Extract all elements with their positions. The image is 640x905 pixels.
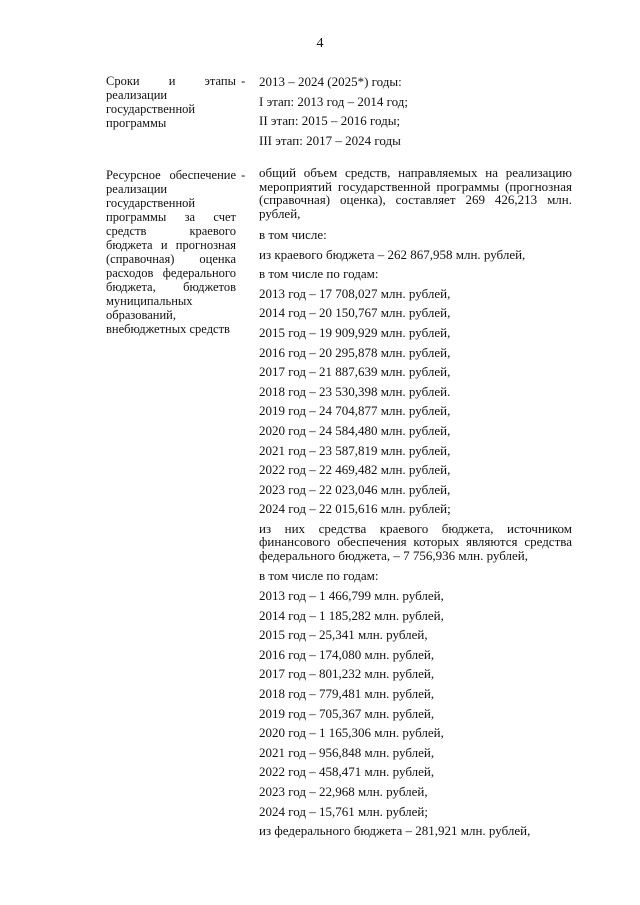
stage-line: I этап: 2013 год – 2014 год;	[259, 93, 409, 109]
regional-year-line: 2022 год – 22 469,482 млн. рублей,	[259, 462, 451, 478]
page-number: 4	[316, 36, 324, 51]
by-years-label: в том числе по годам:	[259, 568, 379, 584]
federal-source-year-line: 2015 год – 25,341 млн. рублей,	[259, 627, 428, 643]
federal-source-year-line: 2020 год – 1 165,306 млн. рублей,	[259, 725, 444, 741]
regional-year-line: 2014 год – 20 150,767 млн. рублей,	[259, 305, 451, 321]
row-dash: -	[241, 167, 246, 182]
by-years-label: в том числе по годам:	[259, 266, 379, 282]
regional-year-line: 2015 год – 19 909,929 млн. рублей,	[259, 324, 451, 340]
regional-year-line: 2018 год – 23 530,398 млн. рублей.	[259, 383, 451, 399]
regional-year-line: 2019 год – 24 704,877 млн. рублей,	[259, 403, 451, 419]
period-line: 2013 – 2024 (2025*) годы:	[259, 74, 402, 89]
row-dash: -	[241, 73, 246, 88]
regional-total-line: из краевого бюджета – 262 867,958 млн. рублей,	[259, 246, 526, 262]
regional-year-line: 2016 год – 20 295,878 млн. рублей,	[259, 344, 451, 360]
stage-line: III этап: 2017 – 2024 годы	[259, 132, 401, 148]
federal-source-year-line: 2023 год – 22,968 млн. рублей,	[259, 783, 428, 799]
regional-year-line: 2023 год – 22 023,046 млн. рублей,	[259, 481, 451, 497]
row-value-resources	[259, 166, 572, 841]
row-label-resources: Ресурсное обеспечение реализации государственной программы за счет средств краевого бюджета и прогнозная (справочная) оценка расходов федерального бюджета, бюджетов муниципальных образований, внебюджетных средств	[106, 168, 236, 336]
row-value-timeline	[259, 72, 572, 150]
federal-source-year-line: 2022 год – 458,471 млн. рублей,	[259, 764, 435, 780]
stage-line: II этап: 2015 – 2016 годы;	[259, 113, 401, 129]
federal-source-paragraph: из них средства краевого бюджета, источником финансового обеспечения которых являются средства федерального бюджета, – 7 756,936 млн. рублей,	[259, 520, 572, 563]
regional-year-line: 2017 год – 21 887,639 млн. рублей,	[259, 364, 451, 380]
total-volume-paragraph: общий объем средств, направляемых на реализацию мероприятий государственной программы (прогнозная (справочная) оценка), составляет 269 426,213 млн. рублей,	[259, 165, 572, 221]
federal-source-year-line: 2019 год – 705,367 млн. рублей,	[259, 705, 435, 721]
federal-source-year-line: 2013 год – 1 466,799 млн. рублей,	[259, 588, 444, 603]
federal-source-year-line: 2021 год – 956,848 млн. рублей,	[259, 744, 435, 760]
regional-year-line: 2020 год – 24 584,480 млн. рублей,	[259, 422, 451, 438]
federal-source-year-line: 2024 год – 15,761 млн. рублей;	[259, 803, 428, 819]
regional-year-line: 2013 год – 17 708,027 млн. рублей,	[259, 285, 451, 301]
federal-source-year-line: 2018 год – 779,481 млн. рублей,	[259, 685, 435, 701]
federal-source-year-line: 2017 год – 801,232 млн. рублей,	[259, 666, 435, 682]
regional-year-line: 2021 год – 23 587,819 млн. рублей,	[259, 442, 451, 458]
regional-year-line: 2024 год – 22 015,616 млн. рублей;	[259, 501, 451, 517]
federal-source-year-line: 2014 год – 1 185,282 млн. рублей,	[259, 607, 444, 623]
including-line: в том числе:	[259, 227, 327, 242]
federal-total-line: из федерального бюджета – 281,921 млн. рублей,	[259, 823, 531, 839]
row-label-timeline: Сроки и этапы реализации государственной программы	[106, 74, 236, 130]
federal-source-year-line: 2016 год – 174,080 млн. рублей,	[259, 646, 435, 662]
